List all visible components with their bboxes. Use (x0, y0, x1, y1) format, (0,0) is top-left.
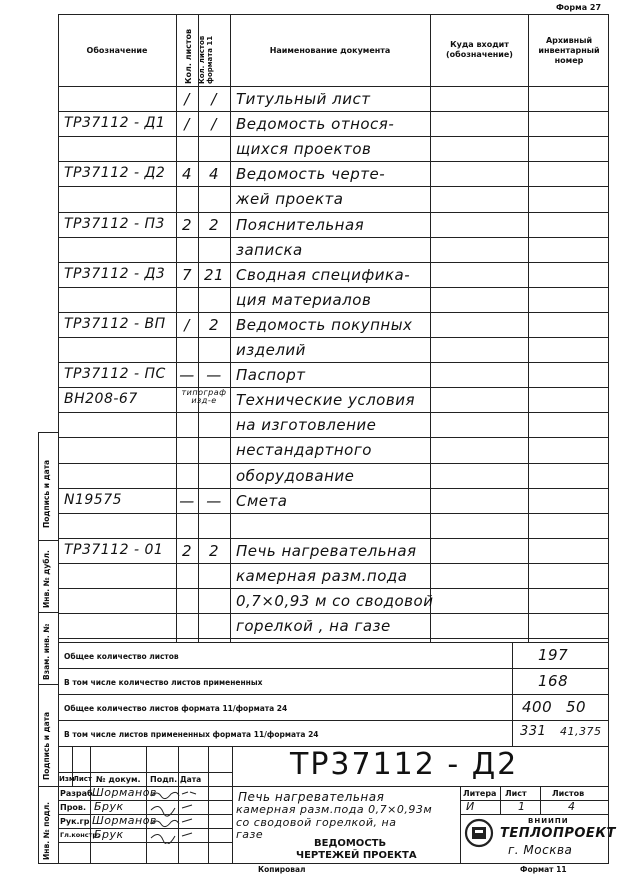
form-label: Форма 27 (556, 3, 602, 12)
row-n1: 2 (181, 215, 193, 234)
row-name: нестандартного (236, 441, 372, 460)
row-code: ТР37112 - 01 (64, 541, 164, 558)
row-divider (58, 463, 609, 464)
row-n1: типограф изд-е (181, 388, 227, 406)
total-label-3: В том числе листов примененных формата 11/формата 24 (64, 730, 319, 739)
row-divider (58, 638, 609, 639)
row-name: щихся проектов (236, 140, 372, 159)
total-value-0: 197 (538, 646, 569, 664)
row-code: ВН208-67 (64, 391, 138, 408)
row-n2: / (211, 115, 217, 134)
stamp-doc-title-1: ВЕДОМОСТЬ (314, 838, 387, 849)
row-n1: — (179, 491, 195, 510)
row-name: Ведомость относя- (236, 115, 395, 134)
row-name: Паспорт (236, 366, 306, 385)
total-value2-3: 41,375 (560, 725, 602, 738)
total-label-0: Общее количество листов (64, 652, 179, 661)
stamp-title-2: со сводовой горелкой, на (236, 816, 397, 829)
copied-label: Копировал (258, 865, 306, 874)
stamp-list-label: Лист (505, 789, 527, 798)
row-n1: / (184, 115, 190, 134)
header-sheets-f11: Кол. листов формата 11 (198, 35, 214, 84)
row-divider (58, 538, 609, 539)
row-divider (58, 212, 609, 213)
total-label-2: Общее количество листов формата 11/формата 24 (64, 704, 288, 713)
row-name: на изготовление (236, 416, 377, 435)
row-divider (58, 312, 609, 313)
row-code: ТР37112 - ВП (64, 315, 166, 332)
header-archive: Архивный инвентарный номер (538, 36, 600, 65)
row-name: изделий (236, 341, 306, 359)
total-label-1: В том числе количество листов примененных (64, 678, 263, 687)
row-name: Смета (236, 491, 288, 510)
row-divider (58, 337, 609, 338)
stamp-org: ТЕПЛОПРОЕКТ (500, 826, 616, 841)
row-name: горелкой , на газе (236, 617, 391, 636)
stamp-lists: 4 (568, 800, 576, 813)
stamp-head-sign: Подп. (150, 775, 178, 784)
row-n1: 2 (181, 541, 193, 560)
stamp-title-3: газе (236, 828, 264, 841)
row-n2: 2 (208, 215, 220, 234)
side-label-0: Подпись и дата (42, 459, 51, 528)
stamp-head-list: Лист (73, 775, 92, 783)
row-code: ТР37112 - Д2 (64, 165, 166, 182)
row-n2: 2 (208, 315, 220, 334)
row-name: Пояснительная (236, 215, 365, 234)
stamp-title-1: камерная разм.пода 0,7×0,93м (236, 803, 433, 816)
stamp-role-2: Рук.гр (60, 817, 90, 826)
row-divider (58, 513, 609, 514)
format-label: Формат 11 (520, 865, 567, 874)
stamp-name-1: Брук (94, 800, 124, 813)
header-where: Куда входит (обозначение) (446, 40, 513, 59)
row-divider (58, 588, 609, 589)
row-divider (58, 111, 609, 112)
row-n2: — (206, 491, 222, 510)
row-code: ТР37112 - ПС (64, 366, 166, 383)
stamp-list: 1 (518, 800, 526, 813)
row-name: жей проекта (236, 190, 344, 209)
stamp-role-3: Гл.констр. (60, 831, 100, 839)
stamp-head-date: Дата (180, 775, 202, 784)
stamp-name-3: Брук (94, 828, 124, 841)
row-name: оборудование (236, 466, 355, 485)
row-n2: 21 (203, 265, 225, 284)
row-divider (58, 387, 609, 388)
row-name: Сводная специфика- (236, 265, 411, 284)
stamp-name-0: Шорманов (92, 786, 157, 799)
stamp-org-small: ВНИИПИ (528, 817, 569, 825)
header-name: Наименование документа (269, 46, 391, 55)
row-n2: 2 (208, 541, 220, 560)
side-label-4: Инв. № подл. (42, 801, 51, 860)
stamp-doc-title-2: ЧЕРТЕЖЕЙ ПРОЕКТА (296, 850, 417, 861)
stamp-title-0: Печь нагревательная (238, 790, 385, 804)
stamp-head-izm: Изм (59, 775, 75, 783)
row-n2: — (206, 366, 222, 385)
row-divider (58, 136, 609, 137)
row-divider (58, 262, 609, 263)
row-divider (58, 287, 609, 288)
row-divider (58, 237, 609, 238)
stamp-role-1: Пров. (60, 803, 87, 812)
row-name: Ведомость покупных (236, 315, 413, 334)
row-divider (58, 362, 609, 363)
signature-marks (148, 788, 232, 848)
row-n1: 4 (181, 165, 193, 184)
row-divider (58, 161, 609, 162)
row-divider (58, 437, 609, 438)
row-code: ТР37112 - Д1 (64, 115, 166, 132)
stamp-lists-label: Листов (552, 789, 585, 798)
row-n1: / (184, 315, 190, 334)
org-logo-icon (464, 818, 494, 852)
total-value-3: 331 (520, 724, 547, 739)
header-designation: Обозначение (86, 46, 148, 55)
row-divider (58, 613, 609, 614)
row-divider (58, 186, 609, 187)
stamp-city: г. Москва (508, 843, 573, 857)
row-name: записка (236, 240, 303, 259)
row-divider (58, 412, 609, 413)
side-label-2: Взам. инв. № (42, 623, 51, 680)
side-label-1: Инв. № дубл. (42, 550, 51, 608)
stamp-name-2: Шорманов (92, 814, 157, 827)
stamp-litera-label: Литера (463, 789, 497, 798)
side-label-3: Подпись и дата (42, 711, 51, 780)
row-code: ТР37112 - Д3 (64, 265, 166, 282)
row-code: N19575 (64, 491, 123, 508)
total-value-1: 168 (538, 672, 569, 690)
row-divider (58, 488, 609, 489)
row-name: Титульный лист (236, 90, 371, 108)
stamp-head-doc: № докум. (96, 775, 141, 784)
total-value-2: 400 (522, 698, 553, 716)
row-name: камерная разм.пода (236, 566, 408, 585)
header-sheets: Кол. листов (184, 28, 193, 84)
row-name: Технические условия (236, 391, 415, 410)
stamp-role-0: Разраб. (60, 789, 96, 798)
row-n2: / (211, 90, 217, 108)
stamp-litera: И (466, 800, 475, 813)
total-value2-2: 50 (566, 698, 587, 716)
row-name: Печь нагревательная (236, 541, 417, 560)
row-name: ция материалов (236, 290, 372, 309)
row-name: 0,7×0,93 м со сводовой (236, 592, 434, 610)
stamp-code: ТР37112 - Д2 (290, 747, 519, 782)
row-divider (58, 563, 609, 564)
row-n1: — (179, 366, 195, 385)
row-code: ТР37112 - П3 (64, 215, 165, 232)
row-name: Ведомость черте- (236, 165, 386, 184)
row-n1: 7 (181, 265, 193, 284)
row-n2: 4 (208, 165, 220, 184)
row-n1: / (184, 90, 190, 108)
